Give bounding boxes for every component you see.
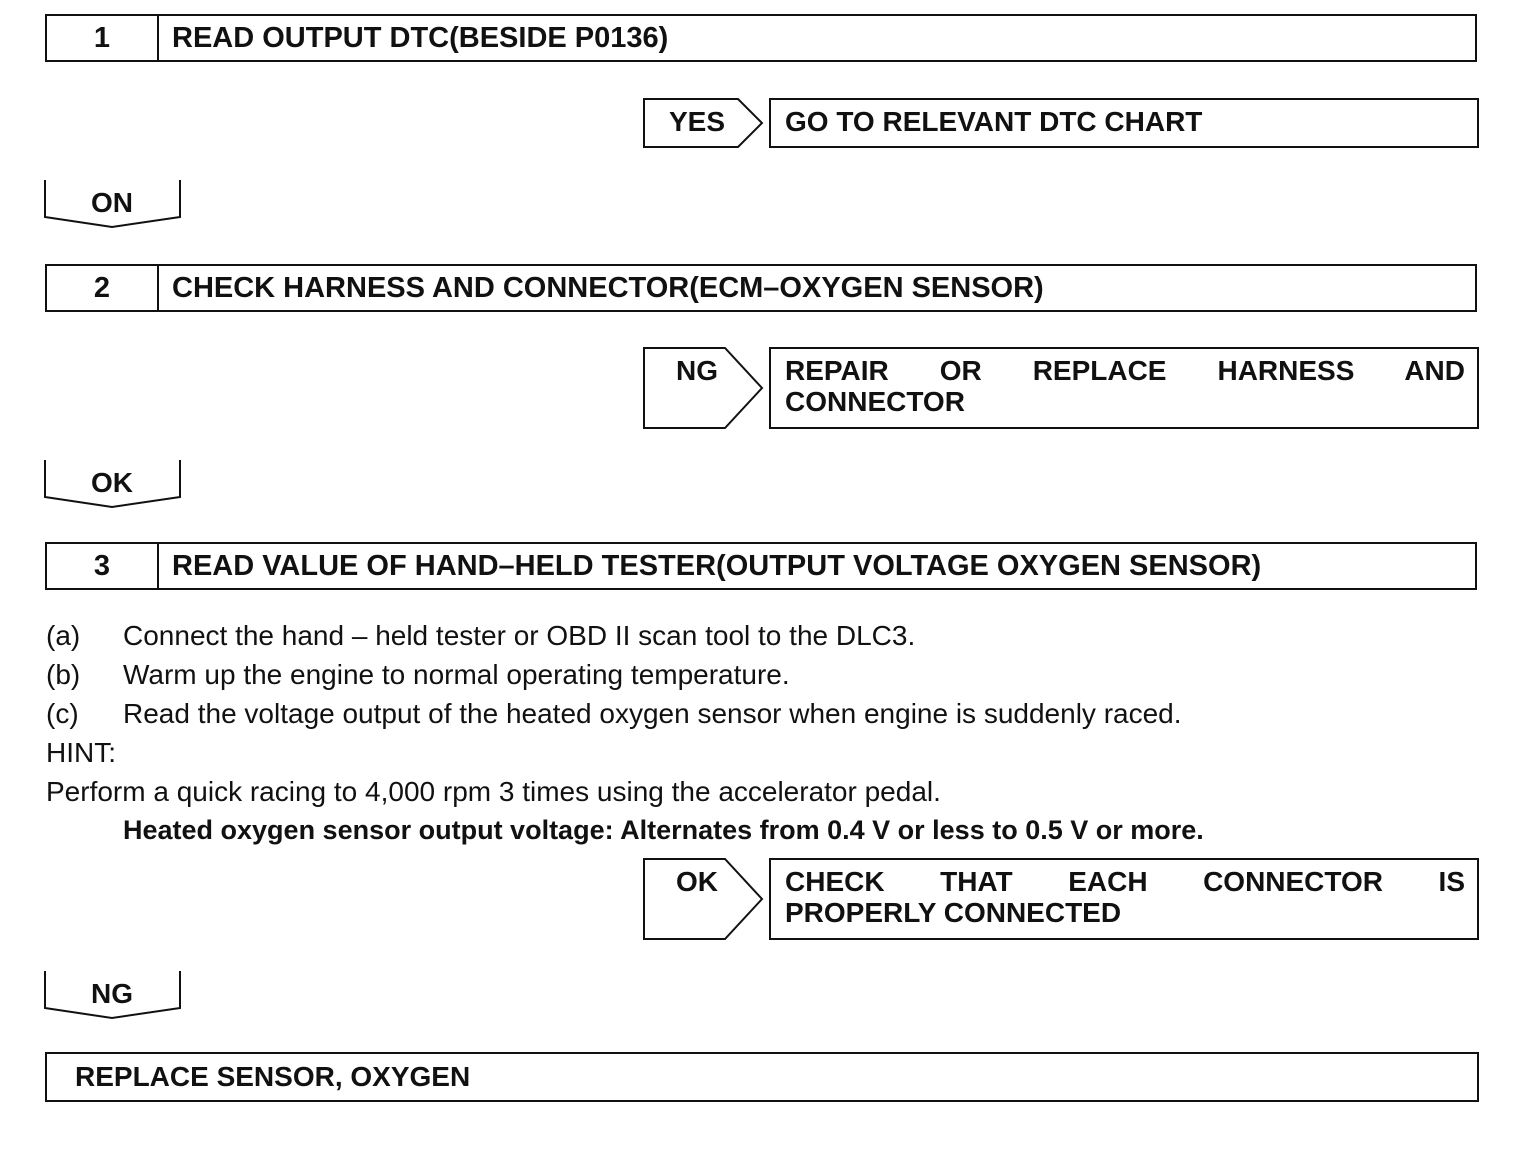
instruction-tag: (b) [46, 659, 81, 690]
branch-label: NG [676, 355, 718, 386]
step-title: READ OUTPUT DTC(BESIDE P0136) [172, 21, 669, 54]
step-3 [45, 542, 1477, 590]
instruction-text: Connect the hand – held tester or OBD II scan tool to the DLC3. [123, 620, 916, 651]
instruction-text: Read the voltage output of the heated oxygen sensor when engine is suddenly raced. [123, 698, 1182, 729]
flow-label: ON [91, 187, 133, 218]
result-box-ok [769, 858, 1479, 940]
instruction-text: Warm up the engine to normal operating temperature. [123, 659, 790, 690]
result-text-line1: REPAIR OR REPLACE HARNESS AND [785, 355, 1465, 386]
instruction-tag: (c) [46, 698, 79, 729]
step-number: 2 [47, 266, 159, 310]
instruction-tag: (a) [46, 620, 81, 651]
flow-arrow-ng [44, 970, 182, 1020]
final-action-text: REPLACE SENSOR, OXYGEN [75, 1061, 471, 1092]
step-1 [45, 14, 1477, 62]
step-2 [45, 264, 1477, 312]
branch-label: YES [668, 106, 726, 137]
final-action-box [45, 1052, 1479, 1102]
result-text: GO TO RELEVANT DTC CHART [785, 106, 1203, 137]
spec-text: Heated oxygen sensor output voltage: Alternates from 0.4 V or less to 0.5 V or more. [123, 815, 1204, 845]
result-box-ng [769, 347, 1479, 429]
branch-arrow-ng [643, 347, 763, 429]
result-text-line2: PROPERLY CONNECTED [785, 897, 1122, 928]
flow-label: NG [91, 978, 133, 1009]
result-text-line1: CHECK THAT EACH CONNECTOR IS [785, 866, 1465, 897]
step-title: CHECK HARNESS AND CONNECTOR(ECM–OXYGEN SENSOR) [172, 271, 1044, 304]
hint-text: Perform a quick racing to 4,000 rpm 3 times using the accelerator pedal. [46, 776, 941, 807]
step-number: 3 [47, 544, 159, 588]
result-text-line2: CONNECTOR [785, 386, 965, 417]
flow-label: OK [91, 467, 133, 498]
step-number: 1 [47, 16, 159, 60]
hint-label: HINT: [46, 737, 116, 768]
branch-label: OK [676, 866, 718, 897]
branch-arrow-ok [643, 858, 763, 940]
result-box-yes [769, 98, 1479, 148]
step-title: READ VALUE OF HAND–HELD TESTER(OUTPUT VOLTAGE OXYGEN SENSOR) [172, 549, 1262, 582]
flow-arrow-on [44, 179, 182, 229]
instruction-c [46, 698, 1182, 730]
instruction-a [46, 620, 915, 652]
flow-arrow-ok [44, 459, 182, 509]
instruction-b [46, 659, 790, 691]
branch-arrow-yes [643, 98, 763, 148]
